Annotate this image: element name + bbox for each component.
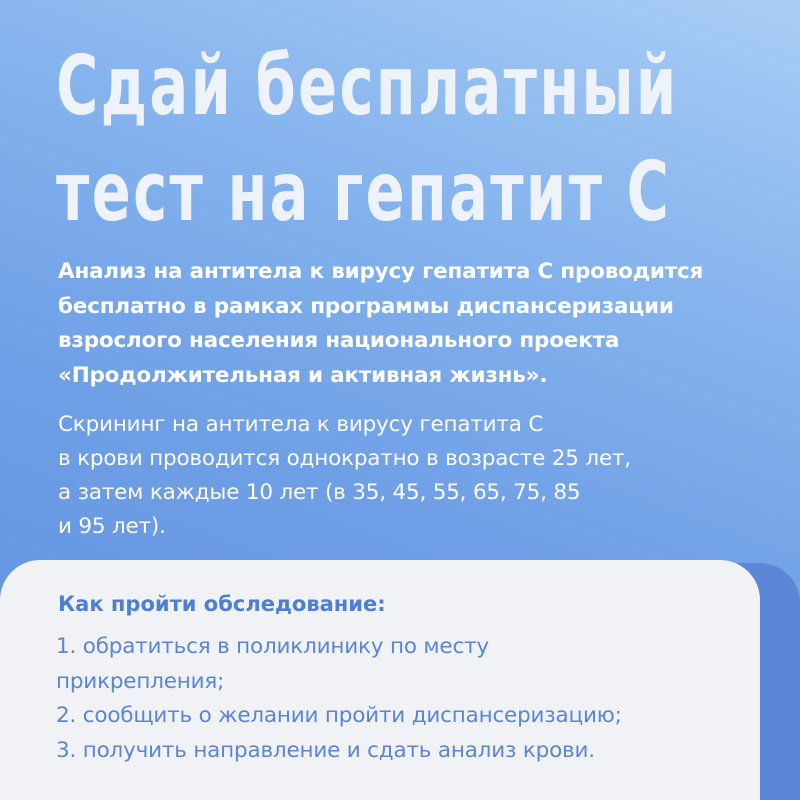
step-item — [56, 699, 756, 734]
title-line-1: Сдай бесплатный — [56, 39, 679, 134]
card-heading: Как пройти обследование: — [58, 592, 386, 616]
screening-paragraph — [58, 408, 778, 544]
lead-paragraph — [58, 255, 778, 393]
screening-line: и 95 лет). — [58, 514, 166, 539]
step-line: 1. обратиться в поликлинику по месту — [56, 634, 489, 659]
step-line: прикрепления; — [56, 668, 225, 694]
lead-line: бесплатно в рамках программы диспансеризации — [58, 293, 674, 319]
step-line: 2. сообщить о желании пройти диспансеризацию; — [56, 703, 622, 728]
lead-line: Анализ на антитела к вирусу гепатита С проводится — [58, 259, 704, 284]
title-line-2: тест на гепатит С — [56, 145, 672, 240]
steps-list — [56, 630, 756, 768]
step-item — [56, 734, 756, 769]
step-item — [56, 630, 756, 699]
screening-line: Скрининг на антитела к вирусу гепатита С — [58, 412, 544, 437]
poster-title — [56, 34, 679, 246]
screening-line: а затем каждые 10 лет (в 35, 45, 55, 65, 75, 85 — [58, 480, 581, 505]
step-line: 3. получить направление и сдать анализ крови. — [56, 737, 595, 763]
lead-line: взрослого населения национального проекта — [58, 328, 620, 353]
screening-line: в крови проводится однократно в возрасте 25 лет, — [58, 446, 631, 471]
lead-line: «Продолжительная и активная жизнь». — [58, 362, 548, 388]
